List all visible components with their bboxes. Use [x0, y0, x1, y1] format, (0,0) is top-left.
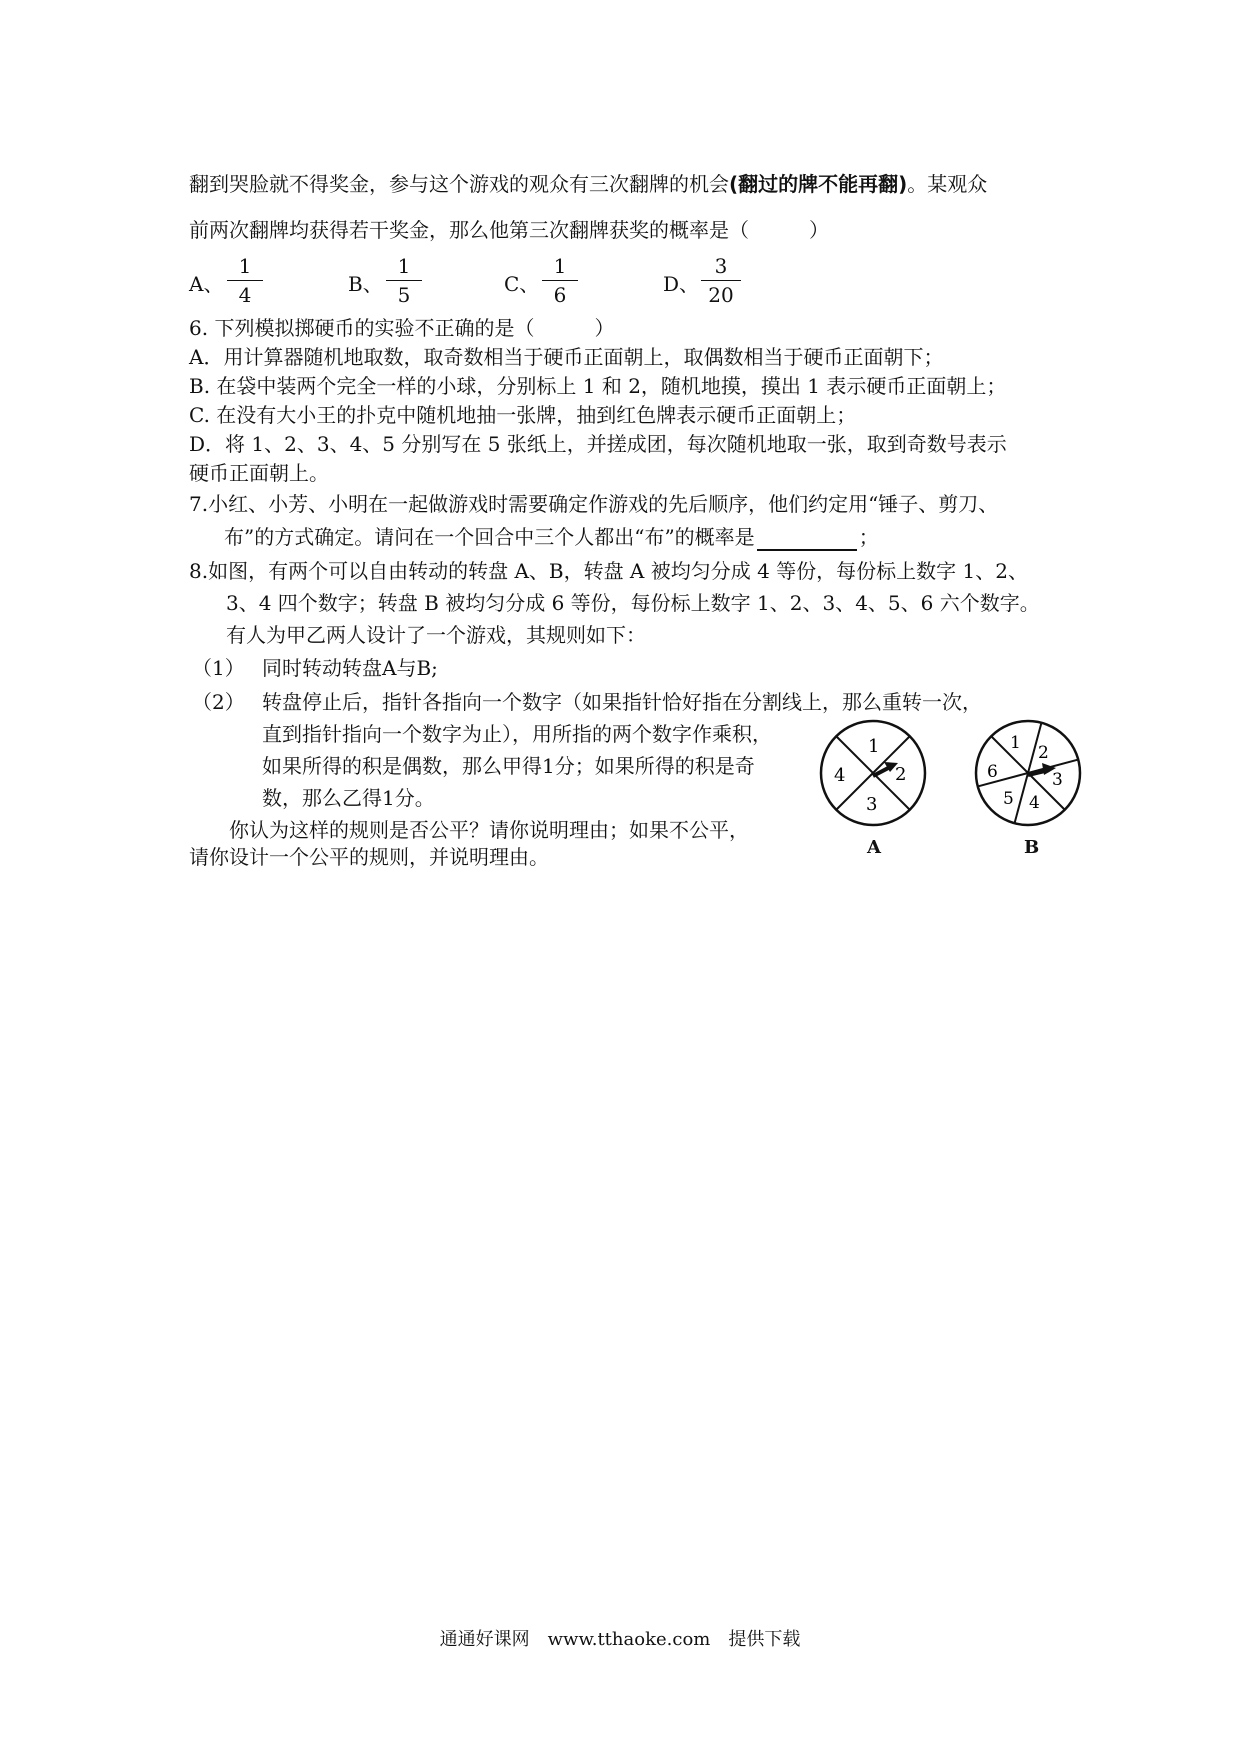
spinner-b-number: 5 — [1003, 789, 1014, 809]
q7-text: 布”的方式确定。请问在一个回合中三个人都出“布”的概率是 — [224, 525, 755, 549]
option-label: C、 — [504, 272, 540, 296]
q6-stem: 6. 下列模拟掷硬币的实验不正确的是（ ） — [189, 316, 615, 340]
q8-rule-2-line-3: 如果所得的积是偶数，那么甲得1分；如果所得的积是奇 — [262, 754, 755, 778]
spinner-b-number: 2 — [1038, 743, 1049, 763]
answer-blank — [757, 529, 857, 551]
spinner-a-number: 1 — [868, 736, 880, 757]
denominator: 20 — [708, 283, 734, 307]
fraction — [227, 254, 263, 307]
intro-text-end: 。某观众 — [907, 172, 988, 196]
q7-line-2 — [224, 523, 879, 551]
q6-option-c: C. 在没有大小王的扑克中随机地抽一张牌，抽到红色牌表示硬币正面朝上； — [189, 403, 857, 427]
numerator: 1 — [553, 254, 567, 278]
intro-line-1 — [189, 170, 987, 198]
option-label: A、 — [189, 272, 224, 296]
spinner-b-caption: B — [1024, 837, 1040, 858]
spinner-a-number: 4 — [834, 765, 846, 786]
q7-end: ； — [858, 525, 879, 549]
spinner-a-number: 2 — [895, 764, 907, 785]
numerator: 1 — [238, 254, 252, 278]
q8-line-2: 3、4 四个数字；转盘 B 被均匀分成 6 等份，每份标上数字 1、2、3、4、5、6 六个数字。 — [226, 591, 1040, 615]
fraction — [701, 254, 741, 307]
numerator: 3 — [714, 254, 728, 278]
q6-option-b: B. 在袋中装两个完全一样的小球，分别标上 1 和 2，随机地摸，摸出 1 表示硬币正面朝上； — [189, 374, 1007, 398]
intro-line-2: 前两次翻牌均获得若干奖金，那么他第三次翻牌获奖的概率是（ ） — [189, 218, 829, 242]
q8-rule-1-number: （1） — [192, 656, 245, 680]
option-label: B、 — [348, 272, 383, 296]
spinner-b-number: 4 — [1029, 793, 1040, 813]
numerator: 1 — [397, 254, 411, 278]
q8-question-line-1: 你认为这样的规则是否公平？请你说明理由；如果不公平， — [229, 818, 749, 842]
q8-rule-1: 同时转动转盘A与B; — [262, 656, 438, 680]
spinner-b-diagram — [973, 718, 1083, 828]
q6-option-d-line1: D．将 1、2、3、4、5 分别写在 5 张纸上，并搓成团，每次随机地取一张，取到奇数号表示 — [189, 432, 1007, 456]
fraction — [386, 254, 422, 307]
q7-line-1: 7.小红、小芳、小明在一起做游戏时需要确定作游戏的先后顺序，他们约定用“锤子、剪刀、 — [189, 492, 999, 516]
q8-rule-2-line-1: 转盘停止后，指针各指向一个数字（如果指针恰好指在分割线上，那么重转一次， — [262, 690, 982, 714]
fraction — [542, 254, 578, 307]
denominator: 6 — [553, 283, 567, 307]
spinner-a-number: 3 — [866, 794, 878, 815]
q8-rule-2-line-2: 直到指针指向一个数字为止），用所指的两个数字作乘积， — [262, 722, 772, 746]
spinner-b-number: 6 — [987, 762, 998, 782]
q8-rule-2-line-4: 数，那么乙得1分。 — [262, 786, 435, 810]
denominator: 5 — [397, 283, 411, 307]
intro-bold-note: (翻过的牌不能再翻) — [729, 172, 908, 196]
q8-line-3: 有人为甲乙两人设计了一个游戏，其规则如下： — [226, 623, 646, 647]
footer-download-note: 通通好课网 www.tthaoke.com 提供下载 — [439, 1629, 801, 1650]
spinner-b-number: 3 — [1052, 770, 1063, 790]
option-label: D、 — [663, 272, 700, 296]
q8-rule-2-number: （2） — [192, 690, 245, 714]
intro-text: 翻到哭脸就不得奖金，参与这个游戏的观众有三次翻牌的机会 — [189, 172, 729, 196]
spinner-a-caption: A — [867, 837, 881, 858]
spinner-b-number: 1 — [1010, 733, 1021, 753]
q8-line-1: 8.如图，有两个可以自由转动的转盘 A、B，转盘 A 被均匀分成 4 等份，每份标上数字 1、2、 — [189, 559, 1028, 583]
q8-question-line-2: 请你设计一个公平的规则，并说明理由。 — [189, 845, 549, 869]
q6-option-d-line2: 硬币正面朝上。 — [189, 461, 329, 485]
q6-option-a: A．用计算器随机地取数，取奇数相当于硬币正面朝上，取偶数相当于硬币正面朝下； — [189, 345, 944, 369]
spinner-a-diagram — [818, 718, 928, 828]
denominator: 4 — [238, 283, 252, 307]
